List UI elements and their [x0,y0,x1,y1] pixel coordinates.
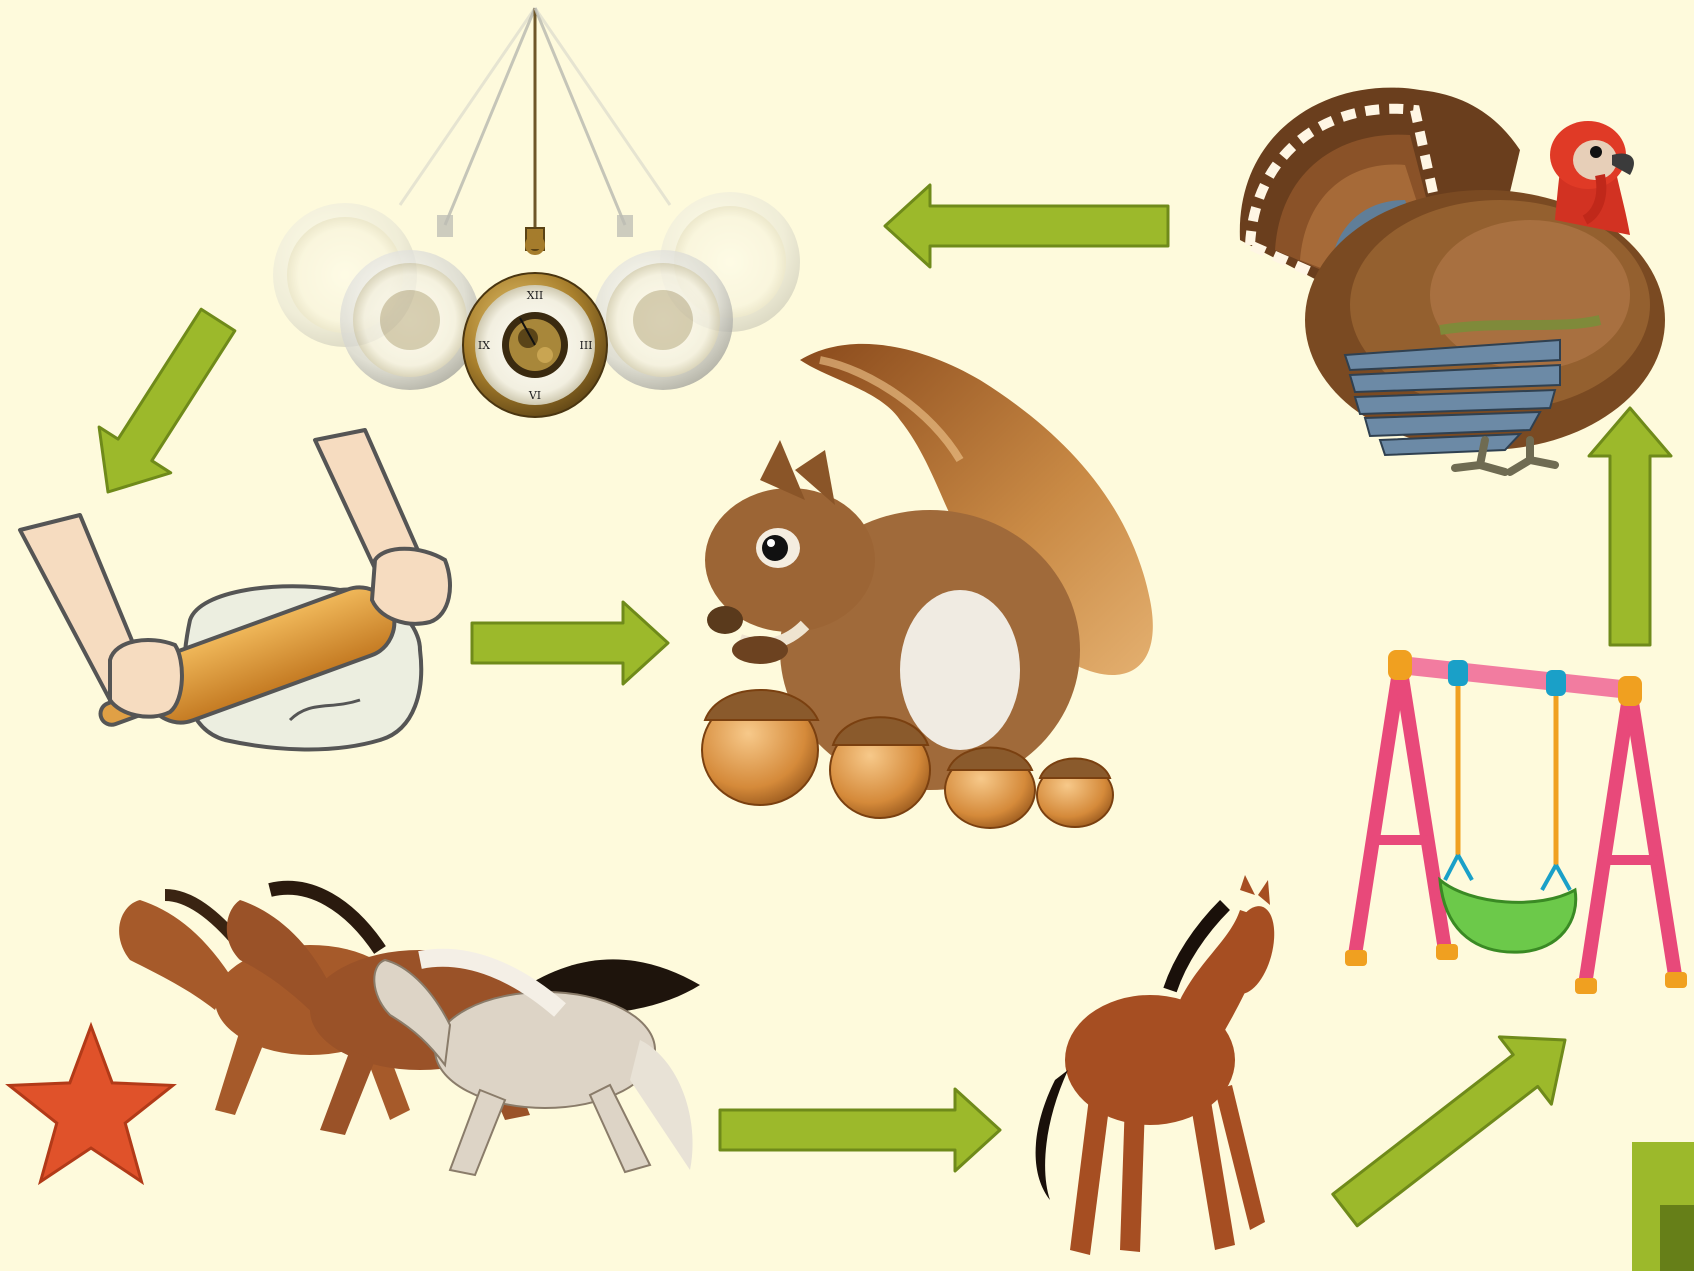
arrow-down-left [99,309,235,492]
arrow-up [1589,408,1671,645]
arrow-left [885,185,1168,267]
galloping-horses-icon [119,888,700,1175]
rolling-pin-icon [20,430,451,749]
arrow-right [472,602,668,684]
arrow-right [720,1089,1000,1171]
arrow-up-right [1333,1037,1565,1226]
svg-text:VI: VI [528,389,542,402]
squirrel-icon [702,344,1153,828]
star-icon [9,1026,173,1182]
swing-set-icon [1345,650,1687,994]
svg-text:IX: IX [477,339,491,352]
svg-text:XII: XII [526,289,544,302]
svg-text:III: III [579,339,593,352]
corner-block [1632,1142,1694,1271]
horse-icon [1036,875,1283,1255]
turkey-icon [1240,88,1665,472]
pendulum-watch-icon [273,8,800,417]
